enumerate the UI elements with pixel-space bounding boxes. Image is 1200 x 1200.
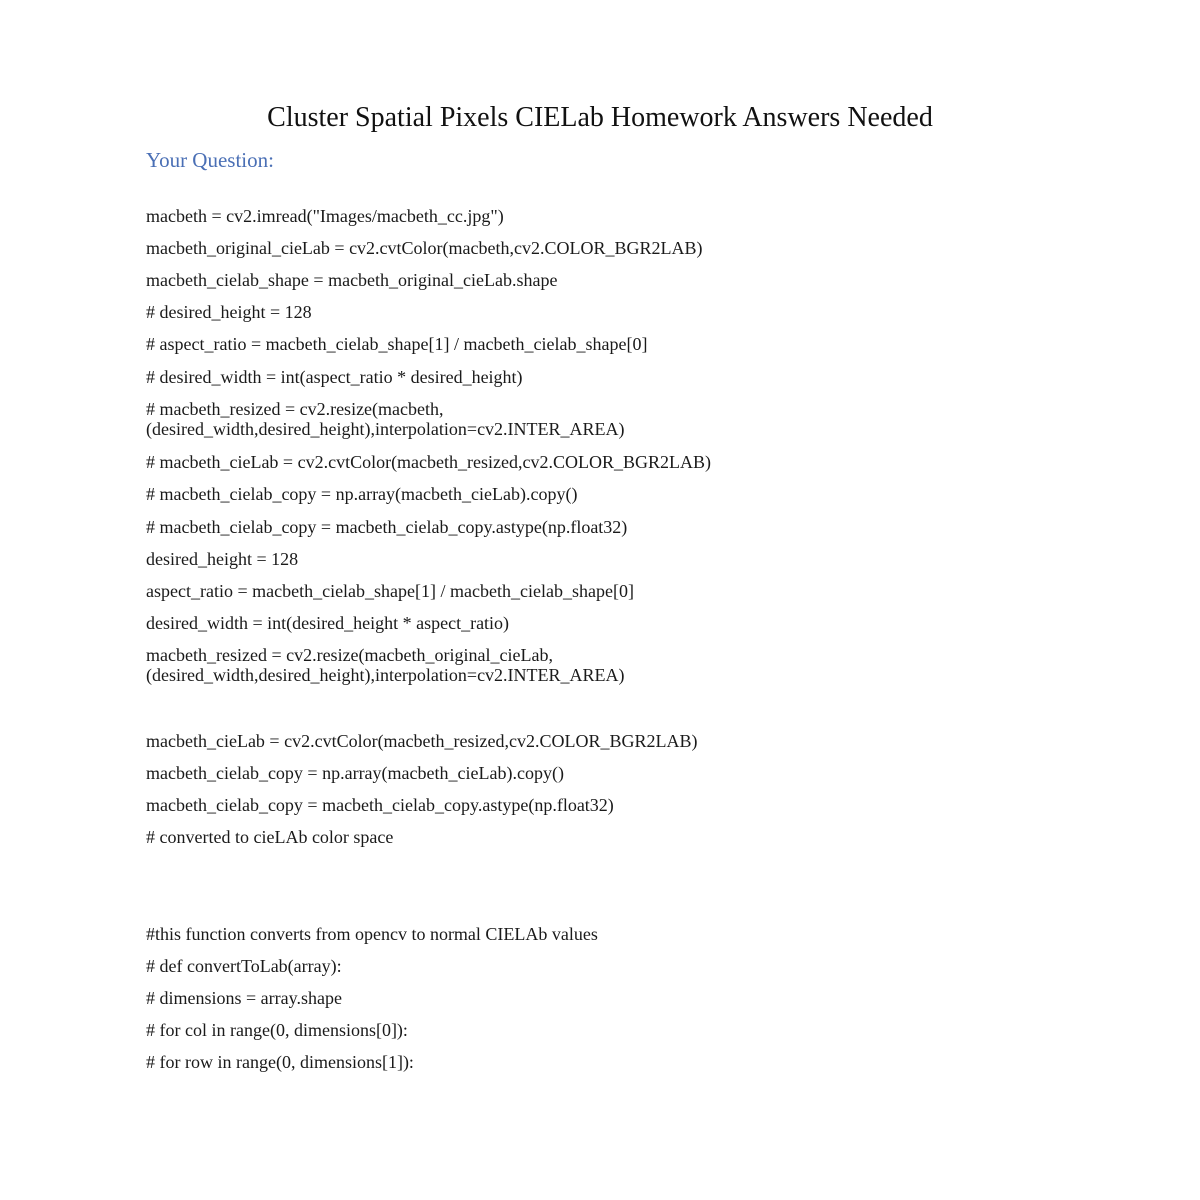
code-line: # aspect_ratio = macbeth_cielab_shape[1] / macbeth_cielab_shape[0] — [146, 334, 648, 354]
code-line: macbeth_cieLab = cv2.cvtColor(macbeth_resized,cv2.COLOR_BGR2LAB) — [146, 731, 698, 751]
code-line: desired_width = int(desired_height * aspect_ratio) — [146, 613, 510, 633]
code-line: macbeth_cielab_copy = np.array(macbeth_cieLab).copy() — [146, 763, 564, 783]
code-line: macbeth = cv2.imread("Images/macbeth_cc.jpg") — [146, 206, 504, 226]
code-line: desired_height = 128 — [146, 549, 299, 569]
code-line: # for row in range(0, dimensions[1]): — [146, 1052, 414, 1072]
code-line: aspect_ratio = macbeth_cielab_shape[1] / macbeth_cielab_shape[0] — [146, 581, 634, 601]
code-line: # macbeth_cielab_copy = macbeth_cielab_copy.astype(np.float32) — [146, 517, 628, 537]
page-title: Cluster Spatial Pixels CIELab Homework Answers Needed — [267, 102, 933, 133]
code-line: macbeth_cielab_shape = macbeth_original_cieLab.shape — [146, 270, 558, 290]
code-line: # macbeth_cieLab = cv2.cvtColor(macbeth_resized,cv2.COLOR_BGR2LAB) — [146, 452, 711, 472]
code-line: # macbeth_cielab_copy = np.array(macbeth_cieLab).copy() — [146, 484, 578, 504]
code-line: # desired_height = 128 — [146, 302, 312, 322]
code-line: # dimensions = array.shape — [146, 988, 342, 1008]
code-line: #this function converts from opencv to normal CIELAb values — [146, 924, 598, 944]
code-line: macbeth_cielab_copy = macbeth_cielab_copy.astype(np.float32) — [146, 795, 614, 815]
code-line: macbeth_resized = cv2.resize(macbeth_original_cieLab, (desired_width,desired_height),interpolation=cv2.INTER_AREA) — [146, 645, 625, 685]
code-line: # for col in range(0, dimensions[0]): — [146, 1020, 408, 1040]
code-line: # def convertToLab(array): — [146, 956, 342, 976]
code-line: # converted to cieLAb color space — [146, 827, 394, 847]
code-line: # desired_width = int(aspect_ratio * desired_height) — [146, 367, 523, 387]
code-line: macbeth_original_cieLab = cv2.cvtColor(macbeth,cv2.COLOR_BGR2LAB) — [146, 238, 703, 258]
code-line: # macbeth_resized = cv2.resize(macbeth, (desired_width,desired_height),interpolation=cv2.INTER_AREA) — [146, 399, 625, 439]
question-heading: Your Question: — [146, 148, 274, 172]
